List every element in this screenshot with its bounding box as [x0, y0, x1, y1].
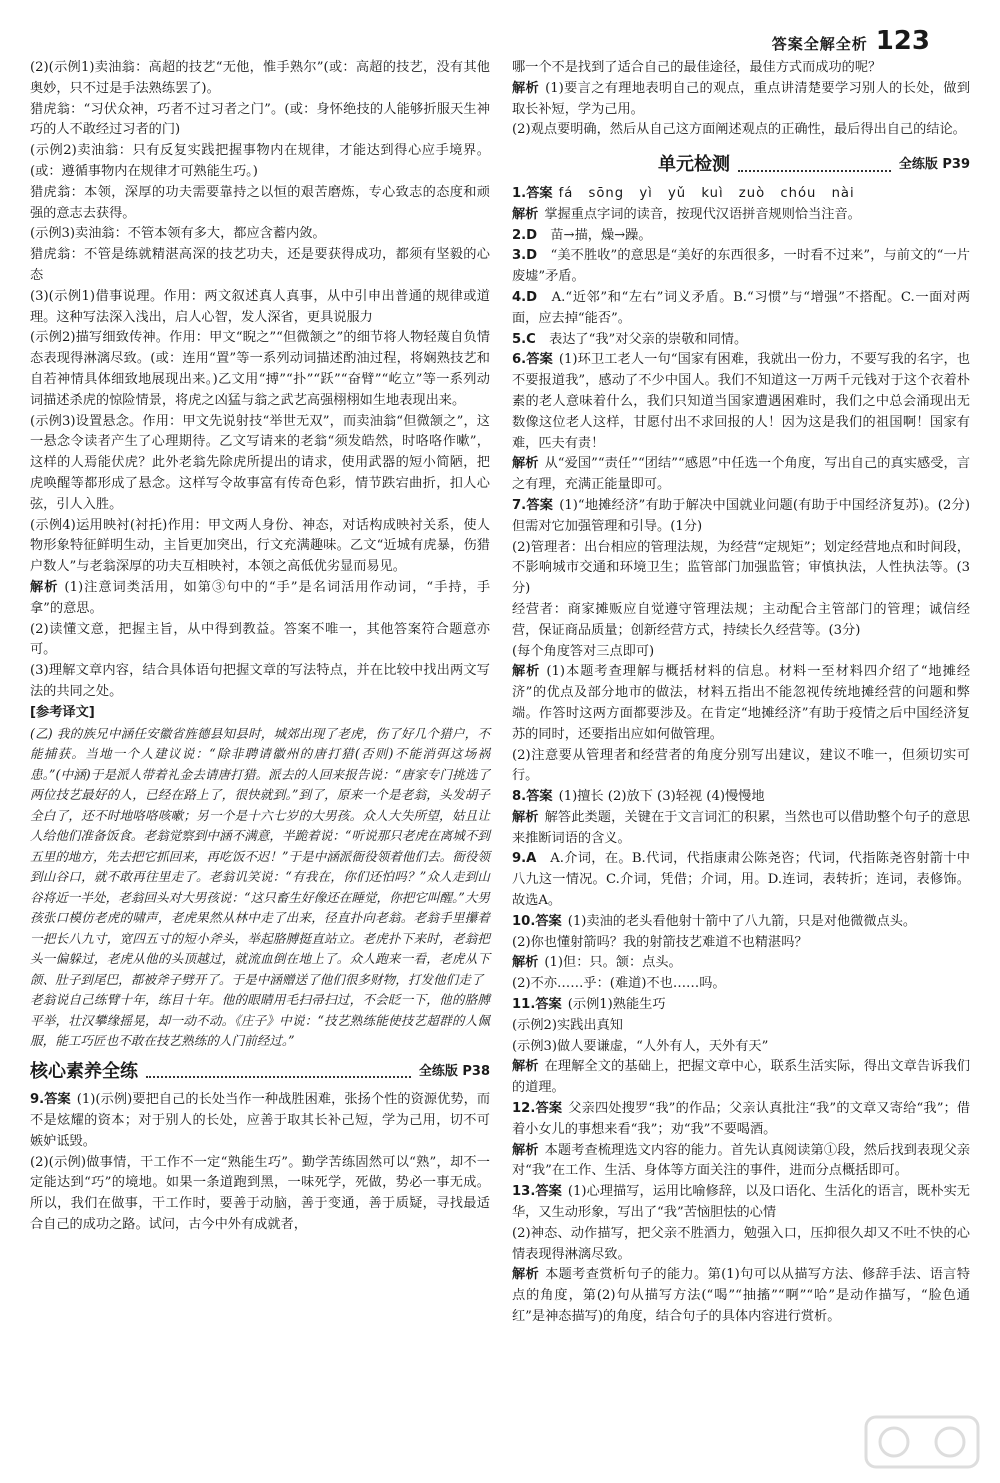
- answer-label: 答案: [535, 997, 562, 1013]
- question-number: 13.: [512, 1184, 536, 1200]
- answer-line: 猎虎翁：不管是练就精湛高深的技艺功夫，还是要获得成功，都须有坚毅的心态: [30, 247, 490, 283]
- answer-label: 答案: [526, 352, 553, 368]
- answer-text: (示例3)做人要谦虚，“人外有人，天外有天”: [512, 1038, 769, 1054]
- analysis-label: 解析: [512, 206, 539, 222]
- section-header-core: [30, 1062, 490, 1083]
- answer-label: 答案: [535, 913, 562, 929]
- analysis-block: [512, 454, 970, 496]
- answer-label: 答案: [526, 185, 553, 201]
- answer-text: 父亲四处搜罗“我”的作品；父亲认真批注“我”的文章又寄给“我”；借着小女儿的事想来看“我”；劝“我”不要喝酒。: [512, 1101, 971, 1137]
- analysis-text: 本题考查赏析句子的能力。第(1)句可以从描写方法、修辞手法、语言特点的角度，第(2)句从描写方法(“喝”“抽搐”“啊”“哈”是动作描写，“脸色通红”是神态描写)的角度，结合句子的具体内容进行赏析。: [512, 1267, 971, 1325]
- answer-label: 答案: [535, 1101, 563, 1117]
- dotted-leader: [738, 160, 891, 172]
- question-12-answer: [512, 1099, 970, 1141]
- analysis-label: 解析: [512, 664, 541, 680]
- analysis-text: (1)要言之有理地表明自己的观点，重点讲清楚要学习别人的长处，做到取长补短，学为己用。: [512, 80, 971, 117]
- question-number: 3.D: [512, 248, 538, 264]
- analysis-label: 解析: [30, 579, 59, 595]
- question-10-answer: [512, 912, 970, 933]
- question-number: 6.: [512, 352, 527, 368]
- analysis-label: 解析: [512, 80, 540, 96]
- question-number: 9.A: [512, 851, 537, 867]
- question-13-answer: [512, 1182, 970, 1224]
- question-number: 12.: [512, 1101, 536, 1117]
- question-number: 8.: [512, 789, 527, 805]
- answer-line: (示例4)运用映衬(衬托)作用：甲文两人身份、神态，对话构成映衬关系，使人物形象特征鲜明生动，主旨更加突出，行文充满趣味。乙文“近城有虎暴，伤猎户数人”与老翁深厚的功夫互相映衬，本领之高低优劣显而易见。: [30, 517, 490, 575]
- analysis-text: 掌握重点字词的读音，按现代汉语拼音规则恰当注音。: [544, 206, 861, 222]
- analysis-label: 解析: [512, 1267, 540, 1283]
- left-column: [30, 58, 490, 1236]
- answer-text: “美不胜收”的意思是“美好的东西很多，一时看不过来”，与前文的“一片废墟”矛盾。: [512, 248, 970, 285]
- question-3-answer: [512, 246, 970, 288]
- question-number: 11.: [512, 997, 536, 1013]
- page-number: 123: [875, 26, 930, 56]
- answer-text: (示例2)实践出真知: [512, 1017, 623, 1033]
- question-number: 2.D: [512, 227, 538, 243]
- analysis-block: [512, 205, 970, 226]
- translation-paragraph: 老翁说自己练臂十年，练目十年。他的眼睛用毛扫帚扫过，不会眨一下，他的胳膊平举，壮汉攀缘摇晃，却一动不动。《庄子》中说：“技艺熟练能使技艺超群的人佩服，能工巧匠也不敢在技艺熟练的人门前经过。”: [30, 992, 490, 1048]
- question-7-answer: [512, 496, 970, 538]
- question-number: 7.: [512, 497, 527, 513]
- answer-text: (1)“地摊经济”有助于解决中国就业问题(有助于中国经济复苏)。(2分)但需对它加强管理和引导。(1分): [512, 497, 970, 534]
- question-9-answer: [512, 849, 970, 911]
- question-number: 5.C: [512, 331, 536, 347]
- answer-line: 猎虎翁：“习伏众神，巧者不过习者之门”。(或：身怀绝技的人能够折服天生神巧的人不敢经过习者的门): [30, 101, 490, 138]
- page-header: [772, 28, 930, 54]
- question-1-answer: [512, 184, 970, 205]
- answer-text: (1)擅长 (2)放下 (3)轻视 (4)慢慢地: [558, 789, 765, 805]
- answer-text: (1)心理描写，运用比喻修辞，以及口语化、生活化的语言，既朴实无华，又生动形象，写出了“我”苦恼胆怯的心情: [512, 1184, 970, 1221]
- analysis-block: [512, 79, 970, 121]
- answer-label: 答案: [535, 1184, 562, 1200]
- answer-line: (示例3)设置悬念。作用：甲文先说射技“举世无双”，而卖油翁“但微颔之”，这一悬念令读者产生了心理期待。乙文写请来的老翁“须发皓然，时咯咯作嗽”，这样的人焉能伏虎？此外老翁先除虎所提出的请求，使用武器的短小简陋，把虎唤醒等都形成了悬念。这样写令故事富有传奇色彩，情节跌宕曲折，扣人心弦，引人入胜。: [30, 413, 490, 512]
- analysis-label: 解析: [512, 1142, 539, 1158]
- answer-line: (3)(示例1)借事说理。作用：两文叙述真人真事，从中引申出普通的规律或道理。这种写法深入浅出，启人心智，发人深省，更具说服力: [30, 288, 490, 325]
- analysis-label: 解析: [512, 955, 539, 971]
- question-number: 9.: [30, 1092, 45, 1108]
- analysis-text: (2)不亦……乎：(难道)不也……吗。: [512, 976, 726, 992]
- watermark-logo: [862, 1413, 982, 1471]
- section-header-unit-test: [512, 155, 970, 176]
- analysis-text: (2)读懂文意，把握主旨，从中得到教益。答案不唯一，其他答案符合题意亦可。: [30, 621, 490, 658]
- analysis-block: [512, 662, 970, 745]
- pinyin-answer: fá sōng yì yǔ kuì zuò chóu nài: [558, 185, 855, 201]
- analysis-block: [512, 1265, 970, 1327]
- answer-text: (2)(示例)做事情，干工作不一定“熟能生巧”。勤学苦练固然可以“熟”，却不一定能达到“巧”的境地。如果一条道跑到黑，一味死学，死做，势必一事无成。所以，我们在做事，干工作时，要善于动脑，善于变通，善于质疑，寻找最适合自己的成功之路。试问，古今中外有成就者，: [30, 1154, 490, 1233]
- answer-text: 表达了“我”对父亲的崇敬和同情。: [549, 331, 748, 347]
- answer-text: (每个角度答对三点即可): [512, 643, 655, 659]
- analysis-label: 解析: [512, 456, 539, 472]
- question-number: 1.: [512, 185, 527, 201]
- analysis-block: [512, 1057, 970, 1099]
- dotted-leader: [146, 1066, 411, 1078]
- analysis-text: 在理解全文的基础上，把握文章中心，联系生活实际，得出文章告诉我们的道理。: [512, 1059, 971, 1096]
- section-title: 核心素养全练: [30, 1060, 138, 1082]
- answer-label: 答案: [526, 497, 554, 513]
- answer-text: A.介词，在。B.代词，代指康肃公陈尧咨；代词，代指陈尧咨射箭十中八九这一情况。C.介词，凭借；介词，用。D.连词，表转折；连词，表修饰。故选A。: [512, 851, 970, 909]
- analysis-block: [512, 1141, 970, 1183]
- analysis-block: [512, 808, 970, 850]
- answer-text: (2)管理者：出台相应的管理法规，为经营“定规矩”；划定经营地点和时间段，不影响城市交通和环境卫生；监管部门加强监管；审慎执法，人性执法等。(3分): [512, 539, 970, 597]
- question-9-answer: [30, 1090, 490, 1152]
- answer-text: (2)神态、动作描写，把父亲不胜酒力，勉强入口，压抑很久却又不吐不快的心情表现得淋漓尽致。: [512, 1225, 970, 1262]
- section-ref: 全练版 P38: [418, 1063, 490, 1079]
- analysis-label: 解析: [512, 809, 539, 825]
- analysis-text: (2)观点要明确，然后从自己这方面阐述观点的正确性，最后得出自己的结论。: [512, 122, 966, 138]
- question-6-answer: [512, 350, 970, 454]
- right-column: [512, 58, 970, 1328]
- answer-text: (1)卖油的老头看他射十箭中了八九箭，只是对他微微点头。: [567, 913, 917, 929]
- analysis-text: 解答此类题，关键在于文言词汇的积累，当然也可以借助整个句子的意思来推断词语的含义。: [512, 809, 971, 846]
- analysis-label: 解析: [512, 1059, 539, 1075]
- answer-text: (1)(示例)要把自己的长处当作一种战胜困难，张扬个性的资源优势，而不是炫耀的资本；对于别人的长处，应善于取其长补己短，学为己用，切不可嫉妒诋毁。: [30, 1092, 491, 1149]
- analysis-block: [512, 953, 970, 974]
- analysis-text: 从“爱国”“责任”“团结”“感恩”中任选一个角度，写出自己的真实感受，言之有理，充满正能量即可。: [512, 456, 971, 493]
- answer-line: (2)(示例1)卖油翁：高超的技艺“无他，惟手熟尔”(或：高超的技艺，没有其他奥妙，只不过是手法熟练罢了)。: [30, 60, 490, 96]
- answer-text: (1)环卫工老人一句“国家有困难，我就出一份力，不要写我的名字，也不要报道我”，感动了不少中国人。我们不知道这一万两千元钱对于这个衣着朴素的老人意味着什么，我们只知道当国家遭遇困难时，我们之中总会涌现出无数像这位老人这样，甘愿付出不求回报的人！因为这是我们的祖国啊！国家有难，匹夫有责！: [512, 352, 971, 451]
- question-number: 4.D: [512, 289, 538, 305]
- analysis-text: (2)注意要从管理者和经营者的角度分别写出建议，建议不唯一，但须切实可行。: [512, 747, 970, 784]
- answer-line: (示例2)卖油翁：只有反复实践把握事物内在规律，才能达到得心应手境界。(或：遵循事物内在规律才可熟能生巧。): [30, 143, 490, 179]
- question-4-answer: [512, 288, 970, 330]
- answer-line: 猎虎翁：本领，深厚的功夫需要靠持之以恒的艰苦磨炼，专心致志的态度和顽强的意志去获得。: [30, 184, 490, 221]
- answer-line: 哪一个不是找到了适合自己的最佳途径，最佳方式而成功的呢？: [512, 60, 882, 75]
- translation-paragraph: (乙) 我的族兄中涵任安徽省旌德县知县时，城郊出现了老虎，伤了好几个猎户，不能捕获。当地一个人建议说：“除非聘请徽州的唐打猎(否则)不能消弭这场祸患。”(中涵)于是派人带着礼金去请唐打猎。派去的人回来报告说：“唐家专门挑选了两位技艺最好的人，已经在路上了，很快就到。”到了，原来一个是老翁，头发胡子全白了，还不时地咯咯咳嗽；另一个是十六七岁的大男孩。众人大失所望，姑且让人给他们准备饭食。老翁觉察到中涵不满意，半跪着说：“听说那只老虎在离城不到五里的地方，先去把它抓回来，再吃饭不迟！”于是中涵派衙役领着他们去。衙役领到山谷口，就不敢再往里走了。老翁讥笑说：“有我在，你们还怕吗？”众人走到山谷将近一半处，老翁回头对大男孩说：“这只畜生好像还在睡觉，你把它叫醒。”大男孩张口模仿老虎的啸声，老虎果然从林中走了出来，径直扑向老翁。老翁手里攥着一把长八九寸，宽四五寸的短小斧头，举起胳膊挺直站立。老虎扑下来时，老翁把头一偏躲过，老虎从他的头顶越过，就流血倒在地上了。众人跑来一看，老虎从下颌、肚子到尾巴，都被斧子劈开了。于是中涵赠送了他们很多财物，打发他们走了: [30, 725, 490, 987]
- section-ref: 全练版 P39: [898, 157, 970, 173]
- header-title: 答案全解全析: [771, 35, 868, 53]
- analysis-text: 本题考查梳理选文内容的能力。首先认真阅读第①段，然后找到表现父亲对“我”在工作、生活、身体等方面关注的事件，进而分点概括即可。: [512, 1142, 971, 1179]
- answer-label: 答案: [44, 1092, 71, 1108]
- section-title: 单元检测: [658, 154, 730, 176]
- analysis-text: (3)理解文章内容，结合具体语句把握文章的写法特点，并在比较中找出两文写法的共同之处。: [30, 663, 490, 699]
- answer-label: 答案: [526, 789, 553, 805]
- answer-text: A.“近邻”和“左右”词义矛盾。B.“习惯”与“增强”不搭配。C.一面对两面，应去掉“能否”。: [512, 289, 971, 326]
- question-11-answer: [512, 995, 970, 1016]
- analysis-text: (1)本题考查理解与概括材料的信息。材料一至材料四介绍了“地摊经济”的优点及部分地市的做法，材料五指出不能忽视传统地摊经营的问题和弊端。作答时这两方面都要涉及。在肯定“地摊经济”有助于疫情之后中国经济复苏的同时，还要指出应如何做管理。: [512, 664, 971, 742]
- analysis-text: (1)注意词类活用，如第③句中的“手”是名词活用作动词，“手持，手拿”的意思。: [30, 579, 491, 616]
- question-5-answer: [512, 330, 970, 351]
- question-number: 10.: [512, 913, 536, 929]
- answer-text: (2)你也懂射箭吗？我的射箭技艺难道不也精湛吗？: [512, 934, 808, 950]
- question-2-answer: [512, 226, 970, 247]
- analysis-block: [30, 578, 490, 620]
- analysis-text: (1)但：只。颔：点头。: [544, 955, 682, 971]
- question-8-answer: [512, 787, 970, 808]
- answer-text: (示例1)熟能生巧: [567, 997, 666, 1013]
- answer-text: 经营者：商家摊贩应自觉遵守管理法规；主动配合主管部门的管理；诚信经营，保证商品质量；创新经营方式，持续长久经营等。(3分): [512, 601, 970, 638]
- reference-translation-title: [参考译文]: [30, 704, 95, 720]
- answer-line: (示例2)描写细致传神。作用：甲文“睨之”“但微颔之”的细节将人物轻蔑自负情态表现得淋漓尽致。(或：连用“置”等一系列动词描述酌油过程，将娴熟技艺和自若神情具体细致地展现出来。)乙文用“搏”“扑”“跃”“奋臂”“屹立”等一系列动词描述杀虎的惊险情景，将虎之凶猛与翁之武艺高强栩栩如生地表现出来。: [30, 330, 490, 408]
- answer-text: 苗→描，燥→躁。: [550, 227, 652, 243]
- answer-line: (示例3)卖油翁：不管本领有多大，都应含蓄内敛。: [30, 226, 326, 242]
